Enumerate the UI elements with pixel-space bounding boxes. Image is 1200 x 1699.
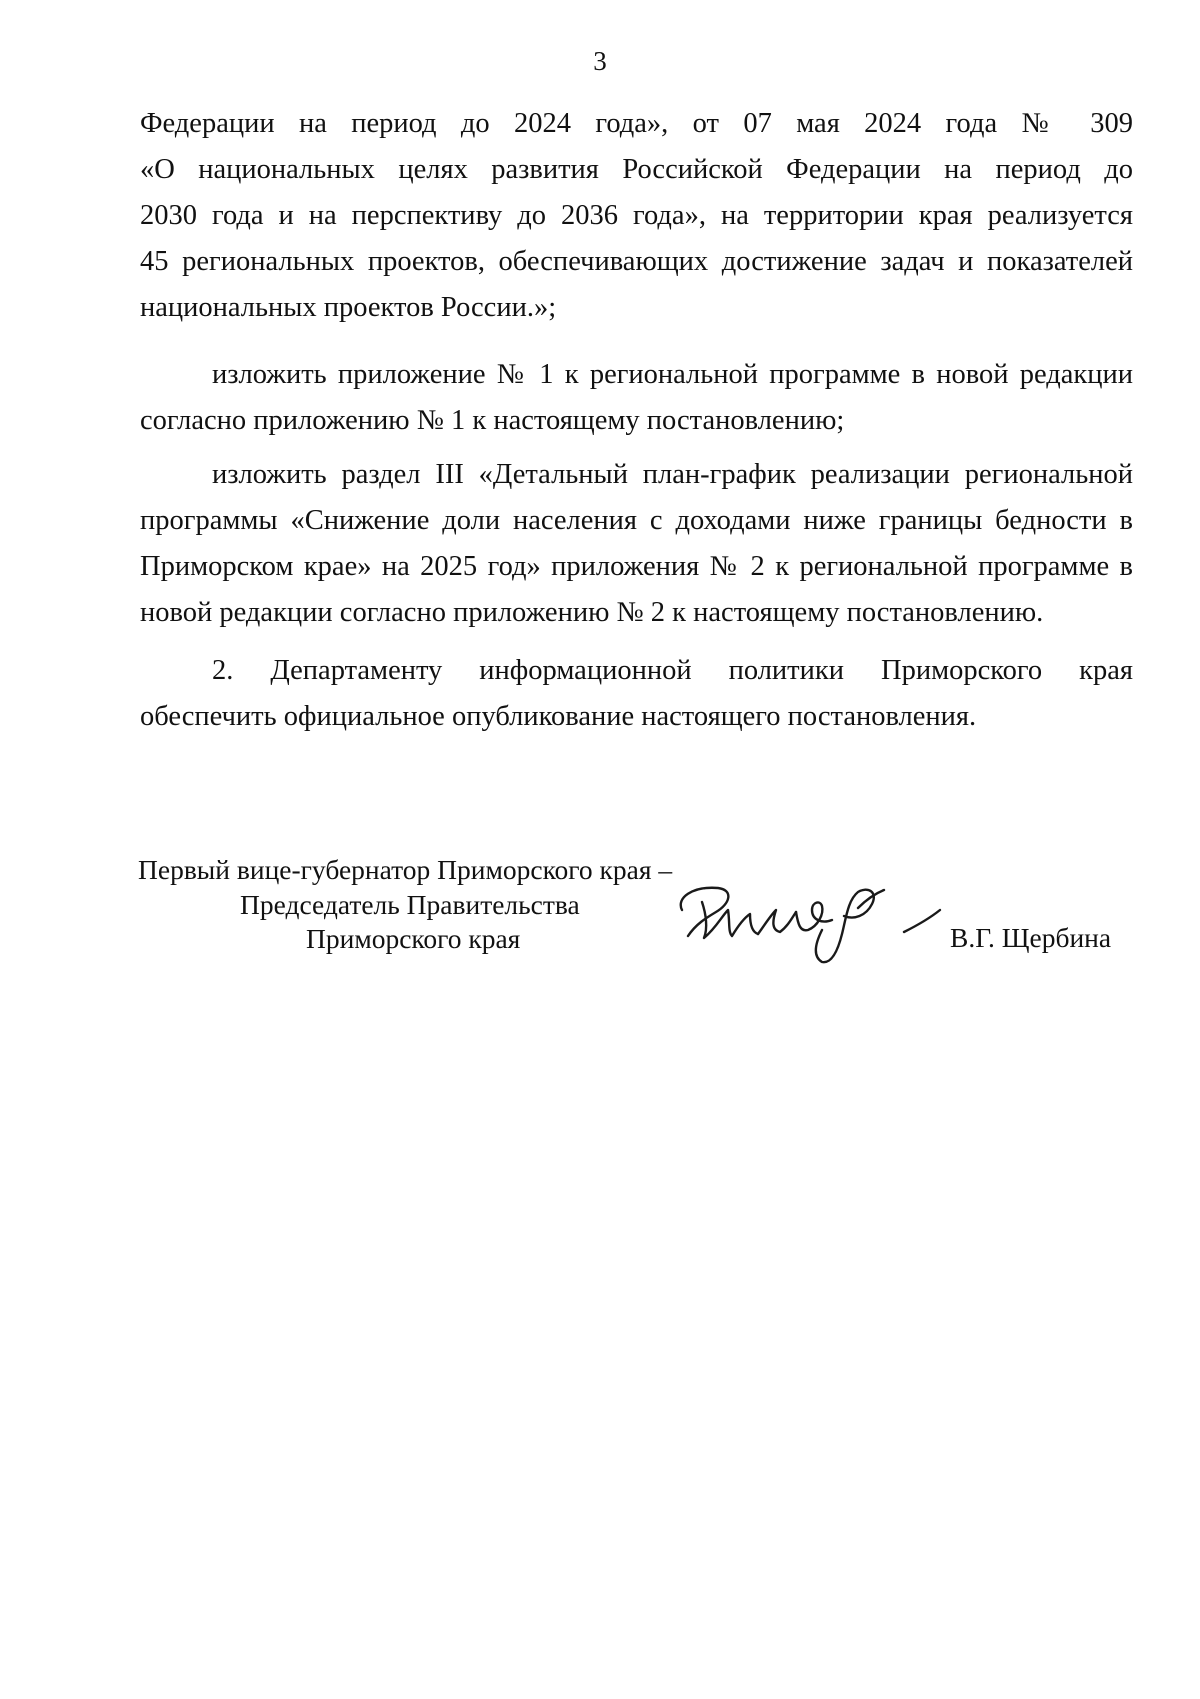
body-line-9: программы «Снижение доли населения с доходами ниже границы бедности в bbox=[140, 505, 1133, 536]
handwritten-signature bbox=[672, 870, 952, 990]
body-line-10: Приморском крае» на 2025 год» приложения № 2 к региональной программе в bbox=[140, 551, 1133, 582]
signatory-title-line-1: Первый вице-губернатор Приморского края – bbox=[138, 854, 673, 885]
signatory-title-line-3: Приморского края bbox=[306, 923, 521, 954]
body-line-11: новой редакции согласно приложению № 2 к настоящему постановлению. bbox=[140, 597, 1044, 628]
body-line-2: «О национальных целях развития Российской Федерации на период до bbox=[140, 154, 1133, 185]
page-number: 3 bbox=[593, 46, 607, 76]
body-line-1: Федерации на период до 2024 года», от 07 мая 2024 года № 309 bbox=[140, 108, 1133, 139]
body-line-7: согласно приложению № 1 к настоящему постановлению; bbox=[140, 405, 845, 436]
body-line-3: 2030 года и на перспективу до 2036 года», на территории края реализуется bbox=[140, 200, 1133, 231]
body-line-5: национальных проектов России.»; bbox=[140, 292, 557, 323]
body-line-4: 45 региональных проектов, обеспечивающих достижение задач и показателей bbox=[140, 246, 1133, 277]
body-line-12: 2. Департаменту информационной политики Приморского края bbox=[212, 655, 1133, 686]
body-line-8: изложить раздел III «Детальный план-график реализации региональной bbox=[212, 459, 1133, 490]
signatory-title-line-2: Председатель Правительства bbox=[240, 889, 580, 920]
body-line-6: изложить приложение № 1 к региональной программе в новой редакции bbox=[212, 359, 1133, 390]
signer-name: В.Г. Щербина bbox=[950, 922, 1112, 953]
body-line-13: обеспечить официальное опубликование настоящего постановления. bbox=[140, 701, 977, 732]
